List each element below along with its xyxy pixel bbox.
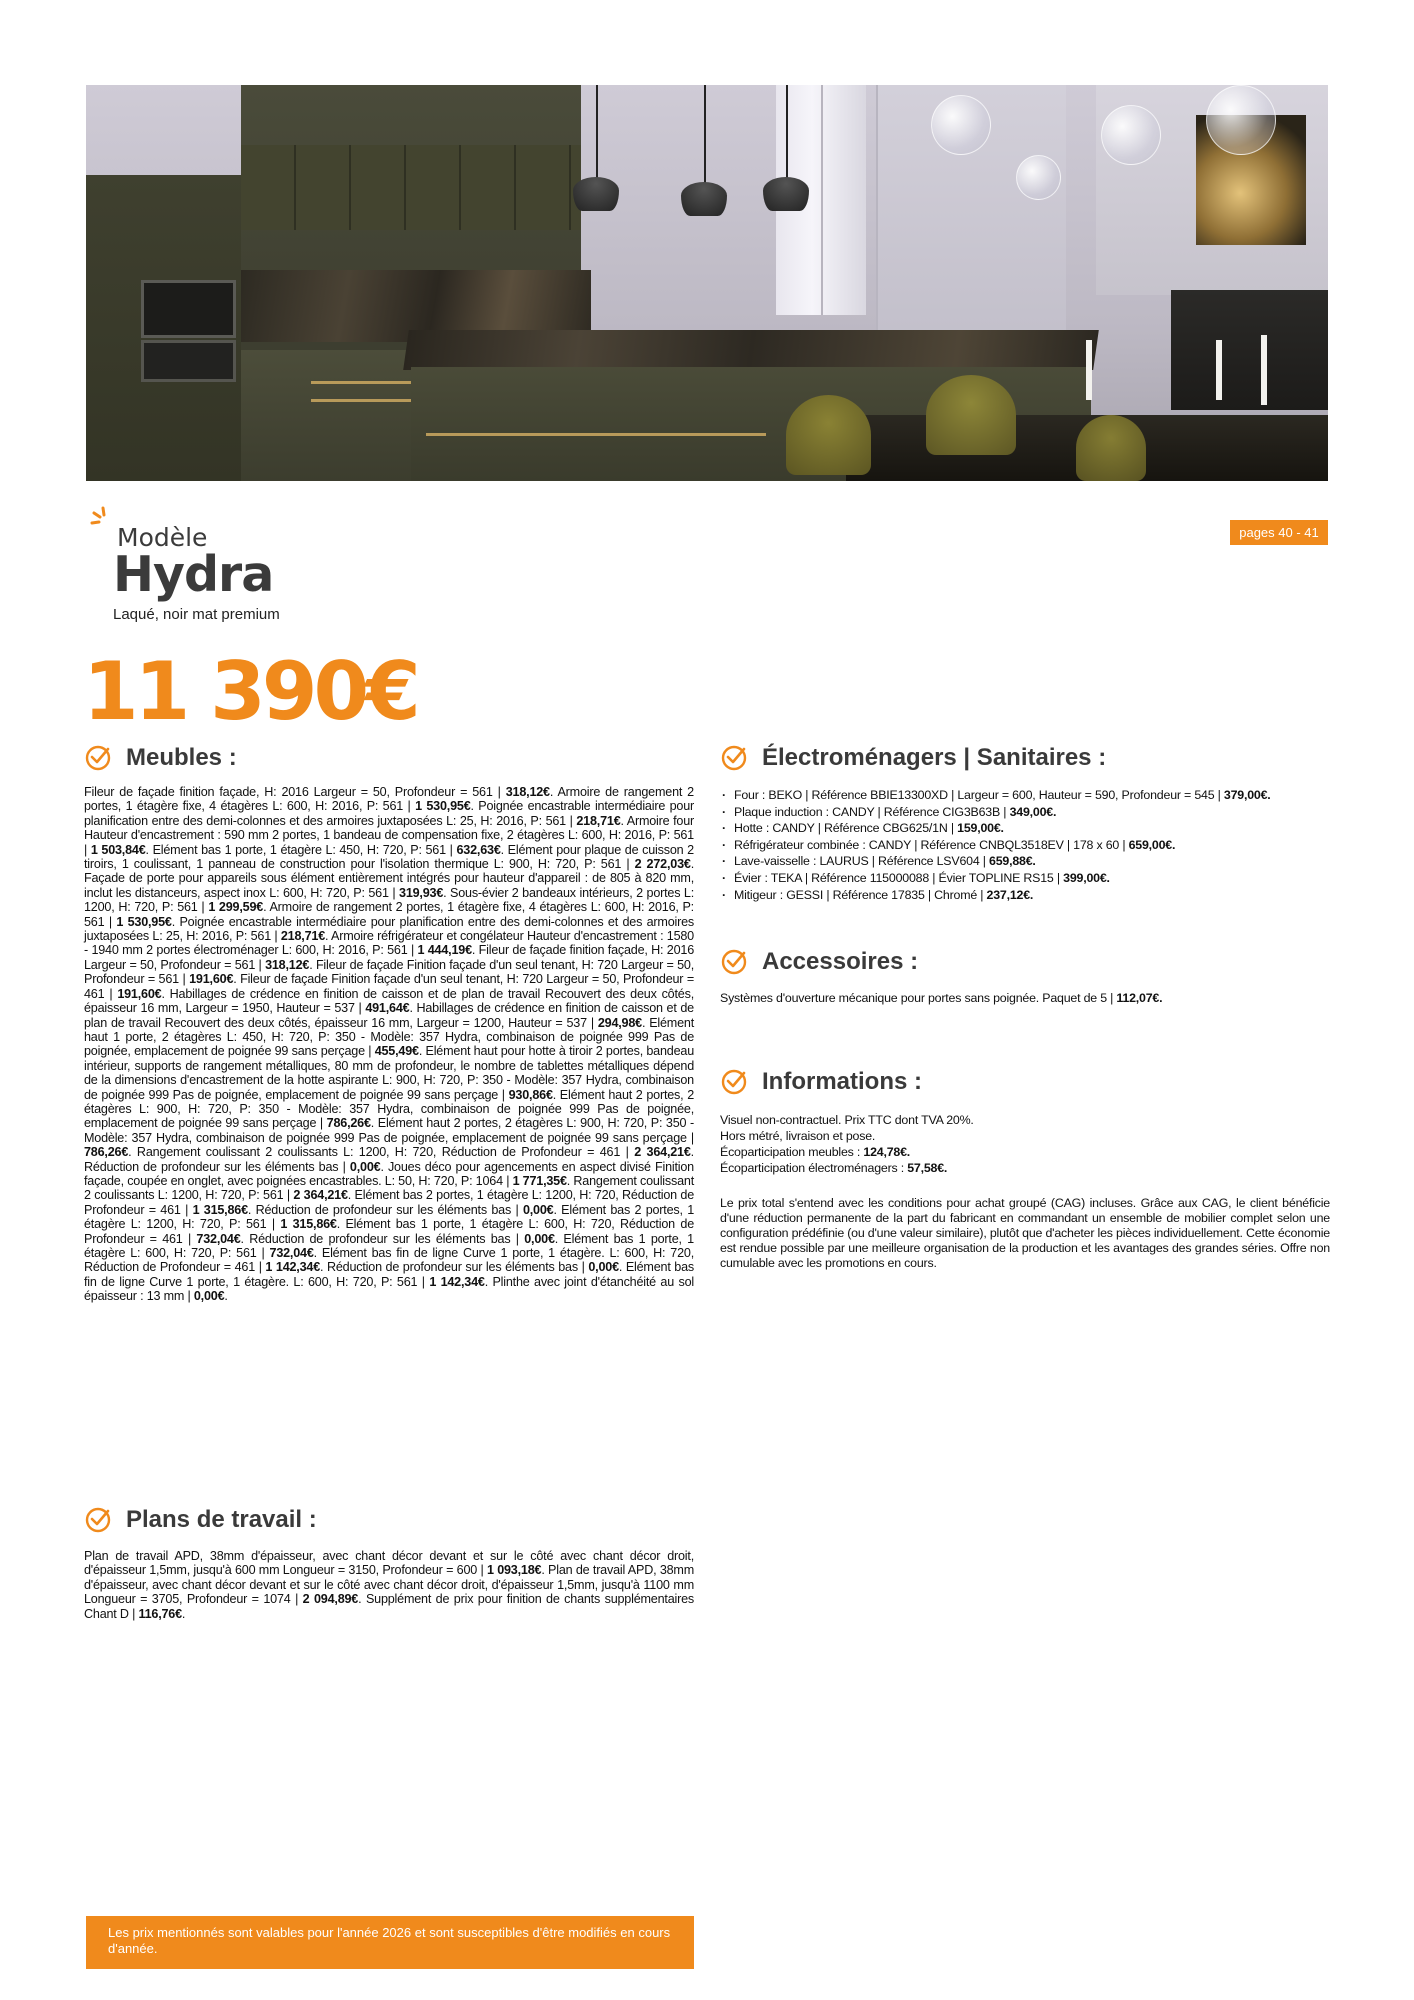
section-informations-header [720,1068,922,1096]
description-text: . Joues déco pour agencements en aspect divisé Finition façade, coupée en onglet, avec poignées encastrables. L: 50, H: 720, P: 1064 | [84,1159,694,1188]
section-plans-header [84,1506,317,1534]
description-text: . Armoire four Hauteur d'encastrement : 590 mm 2 portes, 1 bandeau de compensation fixe, 2 étagères L: 600, H: 2016, P: 561 | [84,813,695,857]
price-value: 294,98€ [597,1015,642,1030]
footer-note: Les prix mentionnés sont valables pour l'année 2026 et sont susceptibles d'être modifiés en cours d'année. [86,1916,694,1969]
info-line: Visuel non-contractuel. Prix TTC dont TVA 20%. [720,1113,974,1127]
appliance-text: Hotte : CANDY | Référence CBG625/1N | [734,821,958,836]
accessoires-text [720,990,1330,1006]
description-text: . Poignée encastrable intermédiaire pour planification entre des demi-colonnes et des armoires juxtaposées L: 25, H: 2016, P: 561 | [84,799,695,828]
description-text: . Armoire réfrigérateur et congélateur Hauteur d'encastrement : 1580 - 1940 mm 2 portes électroménager L: 600, H: 2016, P: 561 | [84,929,694,958]
price-value: 1 503,84€ [90,842,146,857]
price-value: 732,04€ [196,1231,241,1246]
description-text: . Elément bas 2 portes, 1 étagère L: 1200, H: 720, Réduction de Profondeur = 461 | [84,1188,694,1217]
price-value: 191,60€ [117,986,162,1001]
price-value: 786,26€ [84,1145,129,1160]
price-value: 1 142,34€ [429,1274,485,1289]
price-value: 2 094,89€ [302,1592,359,1607]
model-name: Hydra [113,546,274,603]
description-text: . Armoire de rangement 2 portes, 1 étagère fixe, 4 étagères L: 600, H: 2016, P: 561 | [84,785,694,814]
description-text: . Elément haut 2 portes, 2 étagères L: 900, H: 720, P: 350 - Modèle: 357 Hydra, combinaison de poignée 999 Pas de poignée, emplacement de poignée 99 sans perçage | [84,1087,695,1131]
description-text: . Fileur de façade Finition façade d'un seul tenant, H: 720 Largeur = 50, Profondeur = 461 | [84,972,694,1001]
price-value: 218,71€ [576,813,621,828]
description-text: . Elément bas 2 portes, 1 étagère L: 1200, H: 720, P: 561 | [84,1202,694,1232]
price: 11 390€ [83,645,417,738]
section-title: Accessoires : [762,948,919,975]
description-text: . [224,1289,228,1304]
price-value: 1 315,86€ [280,1217,337,1232]
list-item [720,820,1330,837]
price-value: 0,00€ [524,1231,555,1246]
price-value: 632,63€ [456,842,501,857]
description-text: . Fileur de façade finition façade, H: 2016 Largeur = 50, Profondeur = 561 | [84,943,694,972]
price-value: 319,93€ [399,885,444,900]
section-title: Meubles : [126,744,237,771]
price-value: 191,60€ [189,972,234,987]
check-circle-icon [84,1506,112,1534]
info-line [720,1144,1330,1160]
eco-meubles-label: Écoparticipation meubles : [720,1145,864,1159]
appliance-text: Réfrigérateur combinée : CANDY | Référence CNBQL3518EV | 178 x 60 | [734,837,1129,852]
appliance-price: 349,00€. [1009,804,1057,819]
check-circle-icon [720,1068,748,1096]
price-value: 930,86€ [508,1087,553,1102]
description-text: . Elément pour plaque de cuisson 2 tiroirs, 1 coulissant, 1 panneau de construction pour l'isolation thermique L: 900, H: 720, P: 561 | [84,842,694,872]
price-value: 1 315,86€ [192,1202,248,1217]
plans-description [84,1549,694,1621]
price-value: 1 444,19€ [417,943,472,958]
list-item [720,870,1330,887]
appliance-text: Plaque induction : CANDY | Référence CIG3B63B | [734,804,1010,819]
model-finish: Laqué, noir mat premium [113,606,280,623]
section-title: Plans de travail : [126,1506,317,1533]
model-label: Modèle [117,523,208,552]
price-value: 1 530,95€ [415,799,471,814]
description-text: . Réduction de profondeur sur les éléments bas | [84,1145,694,1174]
appliance-text: Évier : TEKA | Référence 115000088 | Évier TOPLINE RS15 | [734,870,1064,885]
description-text: . Façade de porte pour appareils sous élément entièrement intégrés pour hauteur d'appareil : de 805 à 820 mm, inclut les distanceurs, aspect inox L: 600, H: 720, P: 561 | [84,857,694,900]
description-text: . [181,1606,186,1621]
description-text: . Habillages de crédence en finition de caisson et de plan de travail Recouvert des deux côtés, épaisseur 16 mm, Largeur = 1200, Hauteur = 537 | [84,1001,694,1030]
eco-meubles-value: 124,78€. [863,1145,911,1159]
description-text: . Elément bas 1 porte, 1 étagère L: 600, H: 720, Réduction de Profondeur = 461 | [84,1217,694,1246]
list-item [720,787,1330,804]
section-electro-header [720,744,1106,772]
description-text: . Rangement coulissant 2 coulissants L: 1200, H: 720, P: 561 | [84,1173,695,1203]
description-text: Plan de travail APD, 38mm d'épaisseur, avec chant décor devant et sur le côté avec chant décor droit, d'épaisseur 1,5mm, jusqu'à 600 mm Longueur = 3150, Profondeur = 600 | [84,1549,694,1578]
price-value: 455,49€ [374,1044,419,1059]
description-text: . Réduction de profondeur sur les éléments bas | [240,1231,525,1246]
price-value: 1 771,35€ [512,1173,567,1188]
list-item [720,804,1330,821]
informations-lines [720,1112,1330,1176]
description-text: . Réduction de profondeur sur les éléments bas | [247,1202,523,1217]
description-text: . Rangement coulissant 2 coulissants L: 1200, H: 720, Réduction de Profondeur = 461 | [128,1145,635,1160]
description-text: . Elément bas fin de ligne Curve 1 porte, 1 étagère. L: 600, H: 720, Réduction de Profondeur = 461 | [84,1246,695,1275]
price-value: 786,26€ [326,1116,371,1131]
list-item [720,887,1330,904]
section-accessoires-header [720,948,918,976]
appliance-text: Lave-vaisselle : LAURUS | Référence LSV604 | [734,854,990,869]
price-value: 318,12€ [265,957,310,972]
accessoires-description: Systèmes d'ouverture mécanique pour portes sans poignée. Paquet de 5 | [720,991,1117,1005]
list-item [720,837,1330,854]
description-text: . Sous-évier 2 bandeaux intérieurs, 2 portes L: 1200, H: 720, P: 561 | [84,885,694,915]
section-title: Informations : [762,1068,922,1095]
description-text: . Elément haut pour hotte à tiroir 2 portes, bandeau intérieur, supports de rangement métalliques, 80 mm de profondeur, le nombre de tablettes métalliques dépend de la dimensions d'encastrement de la hotte aspirante L: 900, H: 720, P: 350 - Modèle: 357 Hydra, combinaison de poignée 999 Pas de poignée, emplacement de poignée 99 sans perçage | [84,1044,694,1102]
price-value: 0,00€ [588,1260,619,1275]
price-value: 1 142,34€ [265,1260,321,1275]
appliance-price: 659,88€. [989,854,1036,869]
check-circle-icon [720,744,748,772]
eco-electro-label: Écoparticipation électroménagers : [720,1161,908,1175]
check-circle-icon [84,744,112,772]
description-text: . Réduction de profondeur sur les éléments bas | [320,1260,589,1275]
description-text: . Elément haut 1 porte, 2 étagères L: 450, H: 720, P: 350 - Modèle: 357 Hydra, combinaison de poignée 999 Pas de poignée, emplacement de poignée 99 sans perçage | [84,1015,694,1059]
description-text: . Supplément de prix pour finition de chants supplémentaires Chant D | [84,1592,694,1621]
appliance-price: 379,00€. [1223,788,1271,802]
description-text: . Armoire de rangement 2 portes, 1 étagère fixe, 4 étagères L: 600, H: 2016, P: 561 | [84,900,694,929]
price-value: 218,71€ [280,929,325,944]
description-text: Fileur de façade finition façade, H: 2016 Largeur = 50, Profondeur = 561 | [84,785,506,799]
price-value: 0,00€ [193,1289,225,1304]
description-text: . Elément bas 1 porte, 1 étagère L: 450, H: 720, P: 561 | [145,842,457,857]
informations-paragraph: Le prix total s'entend avec les conditions pour achat groupé (CAG) incluses. Grâce aux CAG, le client bénéficie d'une réduction permanente de la part du fabricant en commandant un ensemble de mobilier complet selon une configuration prédéfinie (ou d'une valeur similaire), plutôt que d'acheter les pièces individuellement. Cette économie est rendue possible par une meilleure organisation de la production et les avantages des grandes séries. Offre non cumulable avec les promotions en cours. [720,1196,1330,1270]
price-value: 732,04€ [269,1246,314,1260]
description-text: . Fileur de façade Finition façade d'un seul tenant, H: 720 Largeur = 50, Profondeur = 561 | [84,957,694,987]
check-circle-icon [720,948,748,976]
appliance-price: 399,00€. [1063,870,1110,885]
price-value: 1 530,95€ [116,914,172,929]
description-text: . Habillages de crédence en finition de caisson et de plan de travail Recouvert des deux côtés, épaisseur 16 mm, Largeur = 1950, Hauteur = 537 | [84,986,694,1016]
appliance-price: 159,00€. [957,821,1004,836]
description-text: . Elément bas 1 porte, 1 étagère L: 600, H: 720, P: 561 | [84,1231,694,1260]
description-text: . Plinthe avec joint d'étanchéité au sol épaisseur : 13 mm | [84,1274,694,1304]
price-value: 1 299,59€ [208,900,264,915]
price-value: 491,64€ [365,1001,410,1016]
appliance-text: Mitigeur : GESSI | Référence 17835 | Chromé | [734,887,987,902]
kitchen-photo [86,85,1328,481]
meubles-description [84,785,694,1304]
appliance-text: Four : BEKO | Référence BBIE13300XD | Largeur = 600, Hauteur = 590, Profondeur = 545 | [734,788,1224,802]
price-value: 116,76€ [138,1606,182,1621]
section-meubles-header [84,744,237,772]
price-value: 318,12€ [505,785,550,799]
pages-badge: pages 40 - 41 [1230,520,1328,545]
price-value: 0,00€ [522,1202,554,1217]
section-title: Électroménagers | Sanitaires : [762,744,1107,771]
info-line [720,1160,1330,1176]
description-text: . Poignée encastrable intermédiaire pour planification entre des demi-colonnes et des armoires juxtaposées L: 25, H: 2016, P: 561 | [84,914,694,944]
appliance-price: 237,12€. [986,887,1034,902]
price-value: 2 364,21€ [293,1188,348,1203]
description-text: . Elément haut 2 portes, 2 étagères L: 900, H: 720, P: 350 - Modèle: 357 Hydra, combinaison de poignée 999 Pas de poignée, emplacement de poignée 99 sans perçage | [84,1116,694,1145]
info-line: Hors métré, livraison et pose. [720,1129,876,1143]
price-value: 2 364,21€ [634,1145,691,1160]
description-text: . Elément bas fin de ligne Curve 1 porte, 1 étagère. L: 600, H: 720, P: 561 | [84,1260,694,1289]
description-text: . Plan de travail APD, 38mm d'épaisseur, avec chant décor devant et sur le côté avec chant décor droit, d'épaisseur 1,5mm, jusqu'à 1100 mm Longueur = 3705, Profondeur = 1074 | [84,1563,695,1607]
electro-list [720,787,1330,903]
list-item [720,853,1330,870]
accessoires-price: 112,07€. [1116,991,1163,1005]
price-value: 1 093,18€ [486,1563,542,1578]
price-value: 2 272,03€ [634,857,691,872]
sun-rays-icon [90,505,116,531]
price-value: 0,00€ [349,1159,381,1174]
eco-electro-value: 57,58€. [907,1161,948,1175]
appliance-price: 659,00€. [1128,837,1176,852]
